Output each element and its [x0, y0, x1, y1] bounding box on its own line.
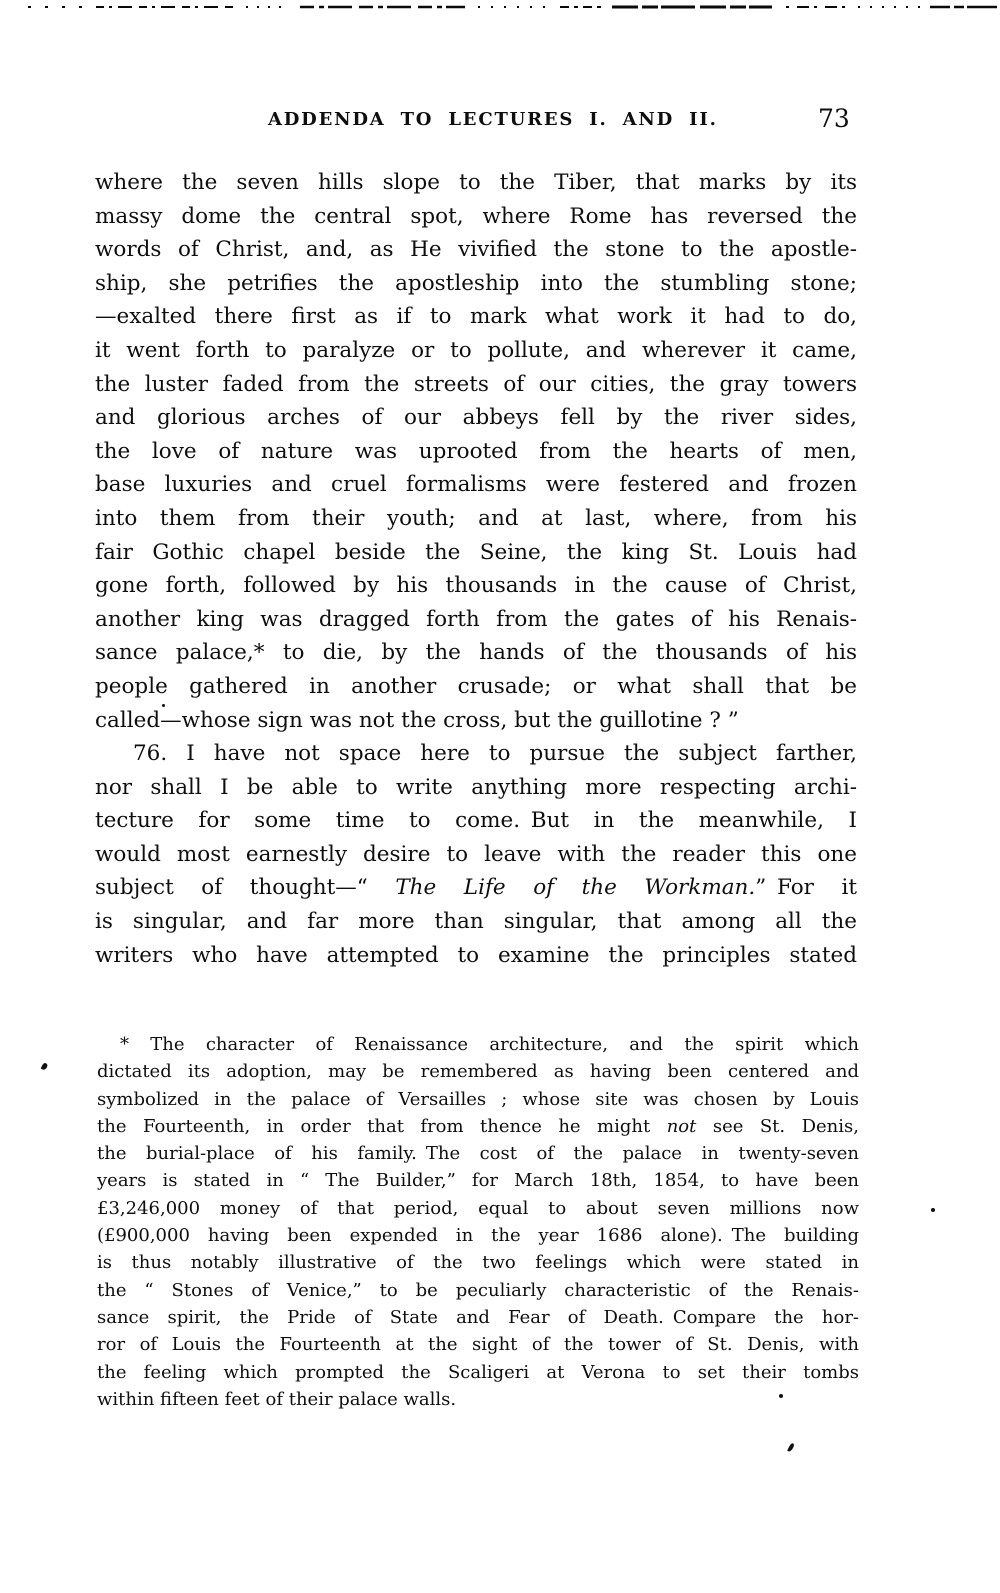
paragraph	[97, 1031, 859, 1413]
text-line	[95, 267, 857, 301]
text-segment: sance spirit, the Pride of State and Fear of Death. Compare the hor-	[97, 1306, 859, 1328]
text-segment: within fifteen feet of their palace walls.	[97, 1388, 457, 1410]
text-line	[97, 1167, 859, 1194]
text-segment: words of Christ, and, as He vivified the stone to the apostle-	[95, 237, 857, 263]
text-line	[95, 334, 857, 368]
text-line	[95, 435, 857, 469]
text-line	[97, 1249, 859, 1276]
text-line	[95, 536, 857, 570]
scan-speck	[779, 1394, 783, 1398]
text-line	[97, 1031, 859, 1058]
text-segment: it went forth to paralyze or to pollute, and wherever it came,	[95, 337, 857, 363]
text-segment: the Fourteenth, in order that from thence he might	[97, 1115, 667, 1137]
text-segment: nor shall I be able to write anything more respecting archi-	[95, 774, 857, 800]
text-segment: into them from their youth; and at last, where, from his	[95, 505, 857, 531]
page-number: 73	[818, 104, 850, 133]
text-segment: and glorious arches of our abbeys fell by the river sides,	[95, 405, 857, 431]
text-segment: £3,246,000 money of that period, equal to about seven millions now	[97, 1197, 859, 1219]
text-line	[95, 569, 857, 603]
text-segment: base luxuries and cruel formalisms were festered and frozen	[95, 472, 857, 498]
text-line	[95, 838, 857, 872]
text-segment: fair Gothic chapel beside the Seine, the king St. Louis had	[95, 539, 857, 565]
scan-edge-line	[0, 2, 1000, 14]
text-line	[95, 670, 857, 704]
text-line	[95, 200, 857, 234]
text-segment: the feeling which prompted the Scaligeri at Verona to set their tombs	[97, 1361, 859, 1383]
text-line	[97, 1277, 859, 1304]
text-line	[95, 502, 857, 536]
text-segment: 76. I have not space here to pursue the subject farther,	[133, 741, 857, 767]
text-segment: —exalted there first as if to mark what work it had to do,	[95, 304, 857, 330]
paragraph	[95, 737, 857, 972]
text-segment: another king was dragged forth from the gates of his Renais-	[95, 606, 857, 632]
text-line	[97, 1304, 859, 1331]
text-segment: * The character of Renaissance architecture, and the spirit which	[120, 1034, 859, 1055]
text-line	[95, 603, 857, 637]
text-segment: gone forth, followed by his thousands in the cause of Christ,	[95, 573, 857, 599]
text-line	[95, 233, 857, 267]
text-segment: tecture for some time to come. But in the meanwhile, I	[95, 808, 857, 834]
text-segment: ” For it	[755, 875, 858, 901]
text-segment: dictated its adoption, may be remembered as having been centered and	[97, 1061, 859, 1083]
text-line	[97, 1113, 859, 1140]
text-line	[95, 939, 857, 973]
scan-speck	[41, 1062, 49, 1071]
footnote	[97, 1031, 859, 1413]
running-head: ADDENDA TO LECTURES I. AND II.	[268, 109, 718, 130]
main-text	[95, 166, 857, 972]
italic-text: not	[666, 1115, 697, 1137]
scan-speck	[931, 1208, 935, 1212]
text-line	[95, 871, 857, 905]
text-segment: sance palace,* to die, by the hands of the thousands of his	[95, 640, 857, 666]
text-segment: subject of thought—“	[95, 875, 396, 901]
text-line	[97, 1195, 859, 1222]
text-line	[97, 1386, 859, 1413]
text-segment: the love of nature was uprooted from the hearts of men,	[95, 438, 857, 464]
text-line	[95, 636, 857, 670]
text-line	[97, 1222, 859, 1249]
paragraph	[95, 166, 857, 737]
text-line	[97, 1086, 859, 1113]
text-segment: years is stated in “ The Builder,” for March 18th, 1854, to have been	[97, 1170, 859, 1192]
text-line	[97, 1331, 859, 1358]
italic-text: The Life of the Workman.	[395, 875, 756, 901]
text-segment: called—whose sign was not the cross, but the guillotine ? ”	[95, 707, 739, 733]
text-line	[95, 401, 857, 435]
text-line	[95, 468, 857, 502]
text-segment: symbolized in the palace of Versailles ; whose site was chosen by Louis	[97, 1088, 859, 1110]
text-segment: people gathered in another crusade; or what shall that be	[95, 673, 857, 699]
text-line	[95, 804, 857, 838]
text-segment: ship, she petrifies the apostleship into the stumbling stone;	[95, 270, 857, 296]
text-line	[95, 737, 857, 771]
text-line	[95, 704, 857, 738]
text-line	[95, 300, 857, 334]
text-segment: massy dome the central spot, where Rome has reversed the	[95, 203, 857, 229]
text-line	[97, 1140, 859, 1167]
text-line	[95, 368, 857, 402]
text-segment: is thus notably illustrative of the two feelings which were stated in	[97, 1252, 859, 1274]
text-segment: see St. Denis,	[696, 1115, 859, 1137]
text-segment: the burial-place of his family. The cost of the palace in twenty-seven	[97, 1143, 859, 1165]
text-segment: the “ Stones of Venice,” to be peculiarly characteristic of the Renais-	[97, 1279, 859, 1301]
text-segment: writers who have attempted to examine the principles stated	[95, 942, 857, 968]
text-segment: the luster faded from the streets of our cities, the gray towers	[95, 371, 857, 397]
text-line	[97, 1359, 859, 1386]
text-segment: (£900,000 having been expended in the year 1686 alone). The building	[97, 1225, 859, 1247]
text-line	[97, 1058, 859, 1085]
text-segment: where the seven hills slope to the Tiber, that marks by its	[95, 170, 857, 195]
text-segment: would most earnestly desire to leave with the reader this one	[95, 841, 857, 867]
text-line	[95, 771, 857, 805]
text-segment: is singular, and far more than singular, that among all the	[95, 909, 857, 935]
scan-speck	[162, 704, 165, 707]
text-line	[95, 166, 857, 200]
scan-speck	[787, 1443, 795, 1453]
text-segment: ror of Louis the Fourteenth at the sight of the tower of St. Denis, with	[97, 1334, 859, 1356]
text-line	[95, 905, 857, 939]
